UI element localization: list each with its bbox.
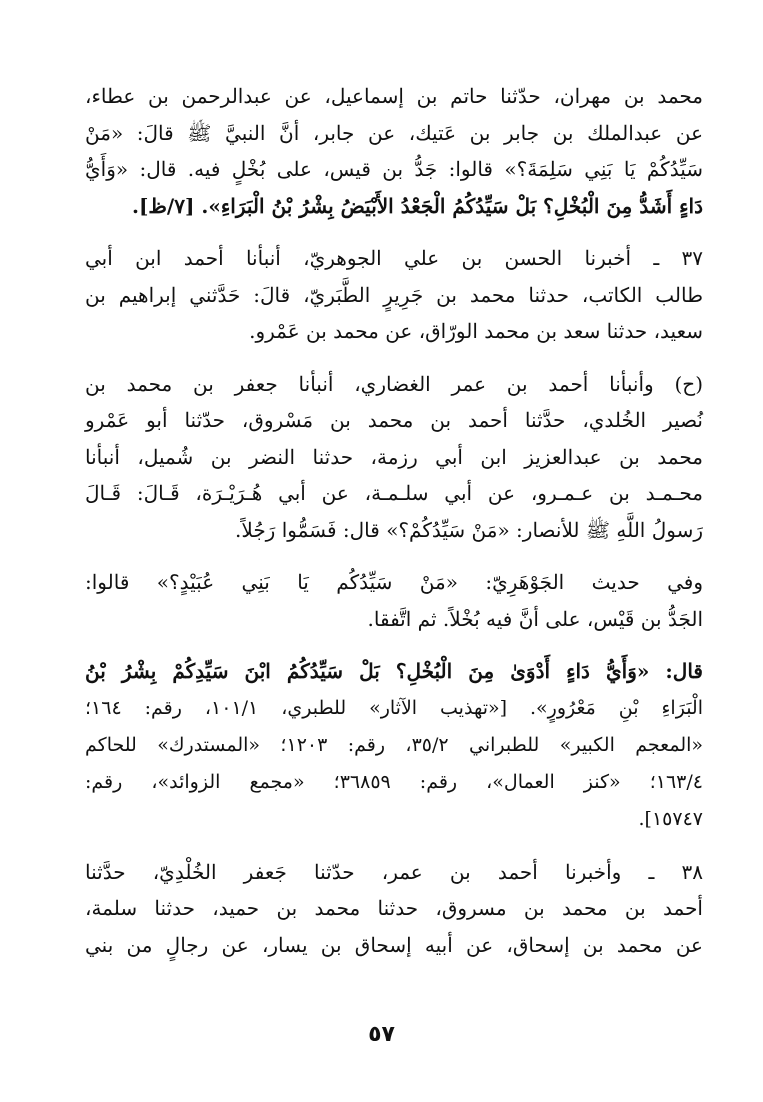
text-line: عن عبدالملك بن جابر بن عَتيك، عن جابر، أنَّ النبيَّ ﷺ قالَ: «مَنْ [85,120,703,145]
paragraph-jawhari-version [85,564,703,637]
text-line: «المعجم الكبير» للطبراني ٣٥/٢، رقم: ١٢٠٣؛ «المستدرك» للحاكم [85,733,704,756]
paragraph-hadith-37 [85,240,703,350]
page-number: ٥٧ [368,1022,395,1047]
text-line: قال: «وَأَيُّ دَاءٍ أَدْوَىٰ مِنَ الْبُخْلِ؟ بَلْ سَيِّدُكُمُ ابْنَ سَيِّدِكُمْ بِشْرُ بْنُ [85,659,703,683]
paragraph-hadith-36-continuation [85,78,703,224]
text-line: أحمد بن محمد بن مسروق، حدثنا محمد بن حميد، حدثنا سلمة، [85,896,703,920]
text-line: ٣٧ ـ أخبرنا الحسن بن علي الجوهريّ، أنبأنا أحمد ابن أبي [85,246,703,270]
text-line: الجَدُّ بن قَيْس، على أنَّ فيه بُخْلاً. ثم اتَّفقا. [367,606,703,631]
text-line: محمد بن عبدالعزيز ابن أبي رزمة، حدثنا النضر بن شُميل، أنبأنا [85,444,703,469]
paragraph-hadith-37-second-chain [85,366,703,549]
text-line: محـمـد بن عـمـرو، عن أبي سلـمـة، عن أبي هُـرَيْـرَة، قَـالَ: قَـالَ [85,481,703,505]
page-body [85,78,703,979]
text-line: ٣٨ ـ وأخبرنا أحمد بن عمر، حدّثنا جَعفر الخُلْدِيّ، حدَّثنا [85,859,703,884]
text-line: نُصير الخُلدي، حدَّثنا أحمد بن محمد بن مَسْروق، حدّثنا أبو عَمْرو [85,408,703,432]
text-line: ١٥٧٤٧]. [638,807,703,830]
text-line: سَيِّدُكُمْ يَا بَنِي سَلِمَةَ؟» قالوا: جَدُّ بن قيس، على بُخْلٍ فيه. قال: «وَأَيُّ [85,157,703,181]
text-line: ١٦٣/٤؛ «كنز العمال»، رقم: ٣٦٨٥٩؛ «مجمع الزوائد»، رقم: [85,770,703,793]
text-line: الْبَرَاءِ بْنِ مَعْرُورٍ». [«تهذيب الآثار» للطبري، ١٠١/١، رقم: ١٦٤؛ [85,696,703,719]
paragraph-matn-and-references [85,653,703,838]
text-line: محمد بن مهران، حدّثنا حاتم بن إسماعيل، عن عبدالرحمن بن عطاء، [85,84,703,108]
text-line: عن محمد بن إسحاق، عن أبيه إسحاق بن يسار، عن رجالٍ من بني [85,932,703,957]
text-line: وفي حديث الجَوْهَرِيّ: «مَنْ سَيِّدُكُم يَا بَنِي عُبَيْدٍ؟» قالوا: [85,570,703,594]
text-line: رَسولُ اللَّهِ ﷺ للأنصار: «مَنْ سَيِّدُكُمْ؟» قال: فَسَمُّوا رَجُلاً. [235,517,703,542]
text-line: سعيد، حدثنا سعد بن محمد الورّاق، عن محمد بن عَمْرو. [249,319,703,343]
text-line: دَاءٍ أَشَدُّ مِنَ الْبُخْلِ؟ بَلْ سَيِّدُكُمُ الْجَعْدُ الأَبْيَضُ بِشْرُ بْنُ الْبَرَاءِ». [٧/ظ]. [131,193,703,218]
paragraph-hadith-38 [85,854,703,964]
text-line: طالب الكاتب، حدثنا محمد بن جَرِيرٍ الطَّبَريّ، قالَ: حَدَّثني إبراهيم بن [85,282,703,307]
text-line: (ح) وأنبأنا أحمد بن عمر الغضاري، أنبأنا جعفر بن محمد بن [85,371,703,396]
